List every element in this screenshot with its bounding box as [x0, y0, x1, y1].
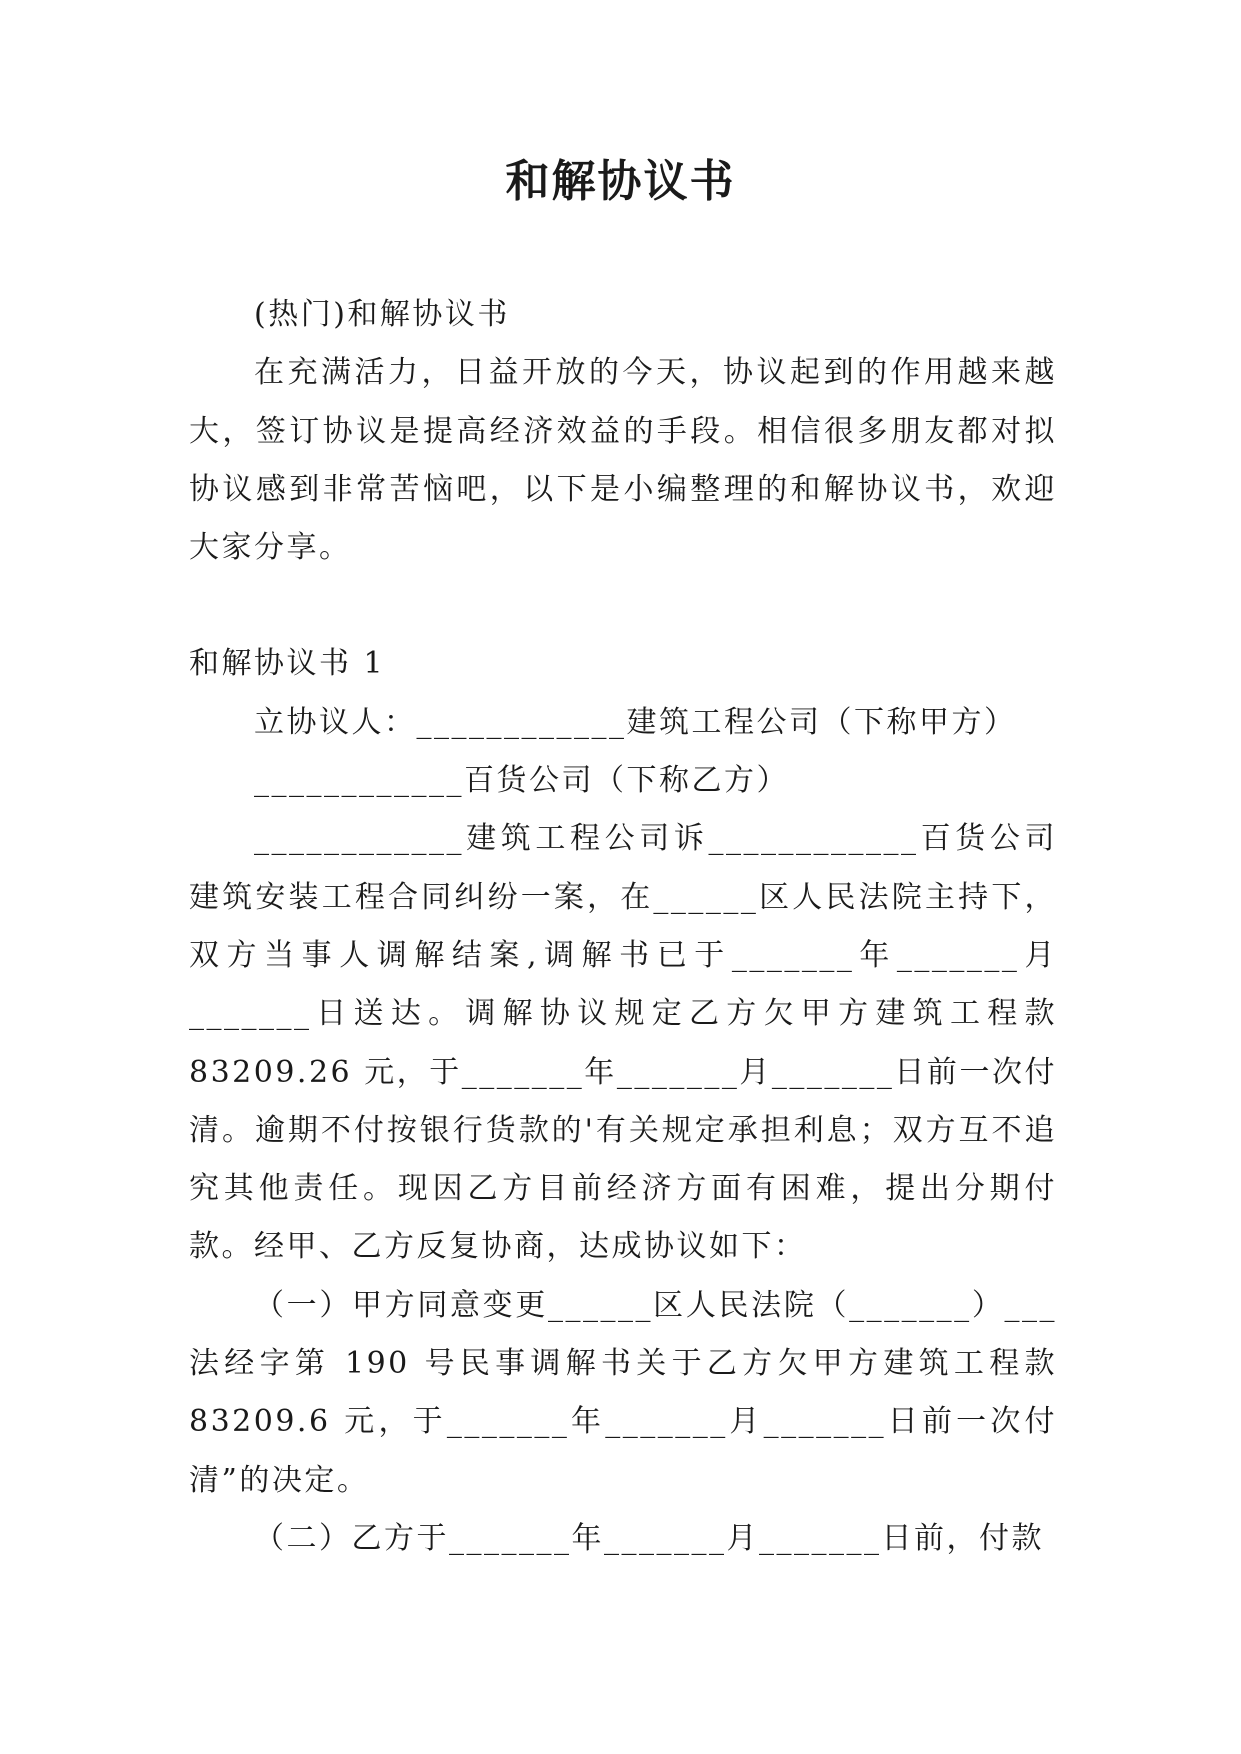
- paragraph-intro: 在充满活力，日益开放的今天，协议起到的作用越来越大，签订协议是提高经济效益的手段。相信很多朋友都对拟协议感到非常苦恼吧，以下是小编整理的和解协议书，欢迎大家分享。: [189, 355, 1057, 566]
- paragraph-case-background: ____________建筑工程公司诉____________百货公司建筑安装工程合同纠纷一案，在______区人民法院主持下，双方当事人调解结案,调解书已于_______年_______月_______日送达。调解协议规定乙方欠甲方建筑工程款 83209.26 元，于_______年_______月_______日前一次付清。逾期不付按银行货款的'有关规定承担利息；双方互不追究其他责任。现因乙方目前经济方面有困难，提出分期付款。经甲、乙方反复协商，达成协议如下：: [189, 821, 1057, 1265]
- paragraph-party-a: 立协议人：____________建筑工程公司（下称甲方）: [254, 704, 1017, 740]
- paragraph-spacer: [189, 577, 1057, 635]
- paragraph-party-b: ____________百货公司（下称乙方）: [254, 763, 789, 799]
- paragraph-subtitle: (热门)和解协议书: [254, 297, 510, 332]
- section-heading: 和解协议书 1: [189, 646, 386, 682]
- document-title: 和解协议书: [505, 156, 736, 207]
- paragraph-clause-2: （二）乙方于_______年_______月_______日前，付款: [254, 1520, 1044, 1556]
- paragraph-clause-1: （一）甲方同意变更______区人民法院（_______）___法经字第 190 号民事调解书关于乙方欠甲方建筑工程款 83209.6 元，于_______年_______月_______日前一次付清”的决定。: [189, 1287, 1057, 1498]
- document-body: [189, 286, 1057, 1568]
